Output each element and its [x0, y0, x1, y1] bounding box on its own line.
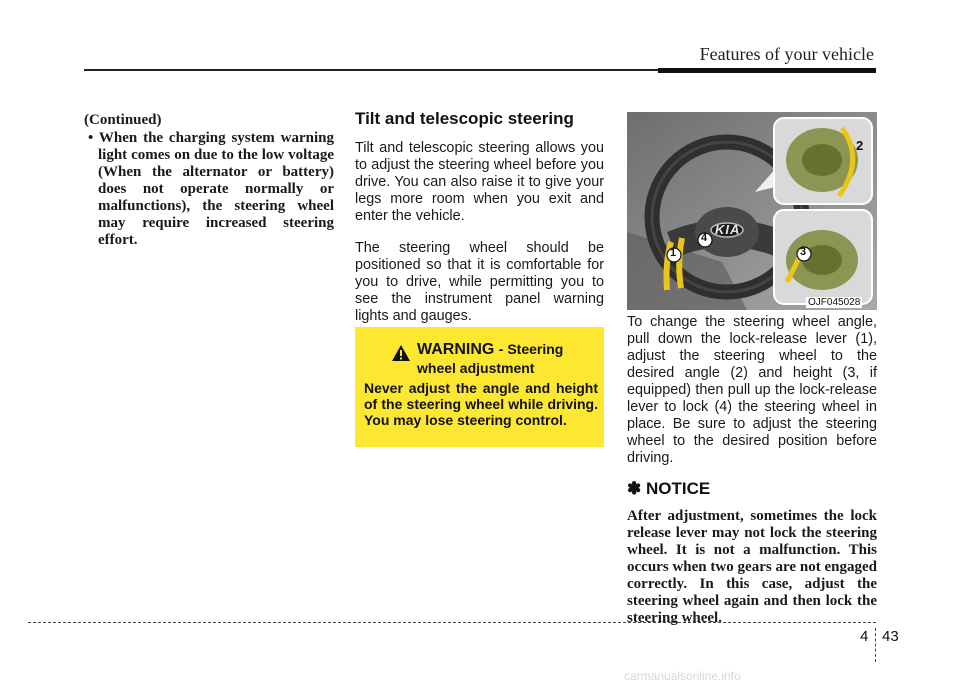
page-header-title: Features of your vehicle	[699, 44, 874, 64]
warning-title	[417, 341, 563, 359]
page-section-number: 4	[860, 628, 869, 645]
notice-body: After adjustment, sometimes the lock release lever may not lock the steering wheel. It is not a malfunction. This occurs when two gears are not engaged correctly. In this case, adjust the steering wheel again and then lock the steering wheel.	[627, 508, 877, 626]
bullet-item: • When the charging system warning light comes on due to the low voltage (When the alternator or battery) does not operate normally or malfunctions), the steering wheel may require increased steering effort.	[88, 130, 335, 248]
paragraph-intro: Tilt and telescopic steering allows you to adjust the steering wheel before you drive. You can also raise it to give your legs more room when you exit and enter the vehicle.	[355, 140, 604, 224]
callout-3: 3	[800, 246, 807, 258]
steering-illustration	[627, 112, 877, 310]
callout-4: 4	[701, 232, 708, 244]
warning-subtitle: - Steering	[498, 341, 564, 357]
notice-title: NOTICE	[645, 479, 711, 498]
callout-2: 2	[856, 138, 864, 153]
page-number: 43	[882, 628, 899, 645]
left-column	[84, 112, 334, 249]
continued-label: (Continued)	[84, 112, 162, 128]
right-column	[627, 314, 877, 482]
warning-body: Never adjust the angle and height of the steering wheel while driving. You may lose steering control.	[364, 380, 598, 428]
figure-caption: OJF045028	[808, 297, 861, 308]
adjust-instructions: To change the steering wheel angle, pull down the lock-release lever (1), adjust the steering wheel to the desired angle (2) and height (3, if equipped) then pull up the lock-release lever to lock (4) the steering wheel in place. Be sure to adjust the steering wheel to the desired position before driving.	[627, 314, 877, 466]
footer-rule	[28, 622, 876, 623]
steering-figure	[627, 112, 877, 310]
brand-logo: KIA	[715, 222, 741, 237]
notice-symbol-icon: ✽	[627, 479, 642, 498]
paragraph-position: The steering wheel should be positioned so that it is comfortable for you to drive, while permitting you to see the instrument panel warning lights and gauges.	[355, 240, 604, 324]
bullet-text: When the charging system warning light comes on due to the low voltage (When the alternator or battery) does not operate normally or malfunctions), the steering wheel may require increased steering effort.	[98, 130, 335, 248]
warning-box	[355, 327, 604, 447]
callout-1: 1	[670, 247, 677, 259]
notice-heading	[627, 479, 710, 499]
warning-triangle-icon	[392, 345, 410, 361]
section-heading: Tilt and telescopic steering	[355, 109, 574, 128]
watermark: carmanualsonline.info	[624, 669, 741, 683]
warning-label: WARNING	[417, 341, 495, 358]
middle-column	[355, 109, 604, 340]
page-number-divider	[875, 628, 876, 662]
header-rule-accent	[658, 68, 876, 73]
warning-subtitle-2: wheel adjustment	[417, 360, 535, 376]
